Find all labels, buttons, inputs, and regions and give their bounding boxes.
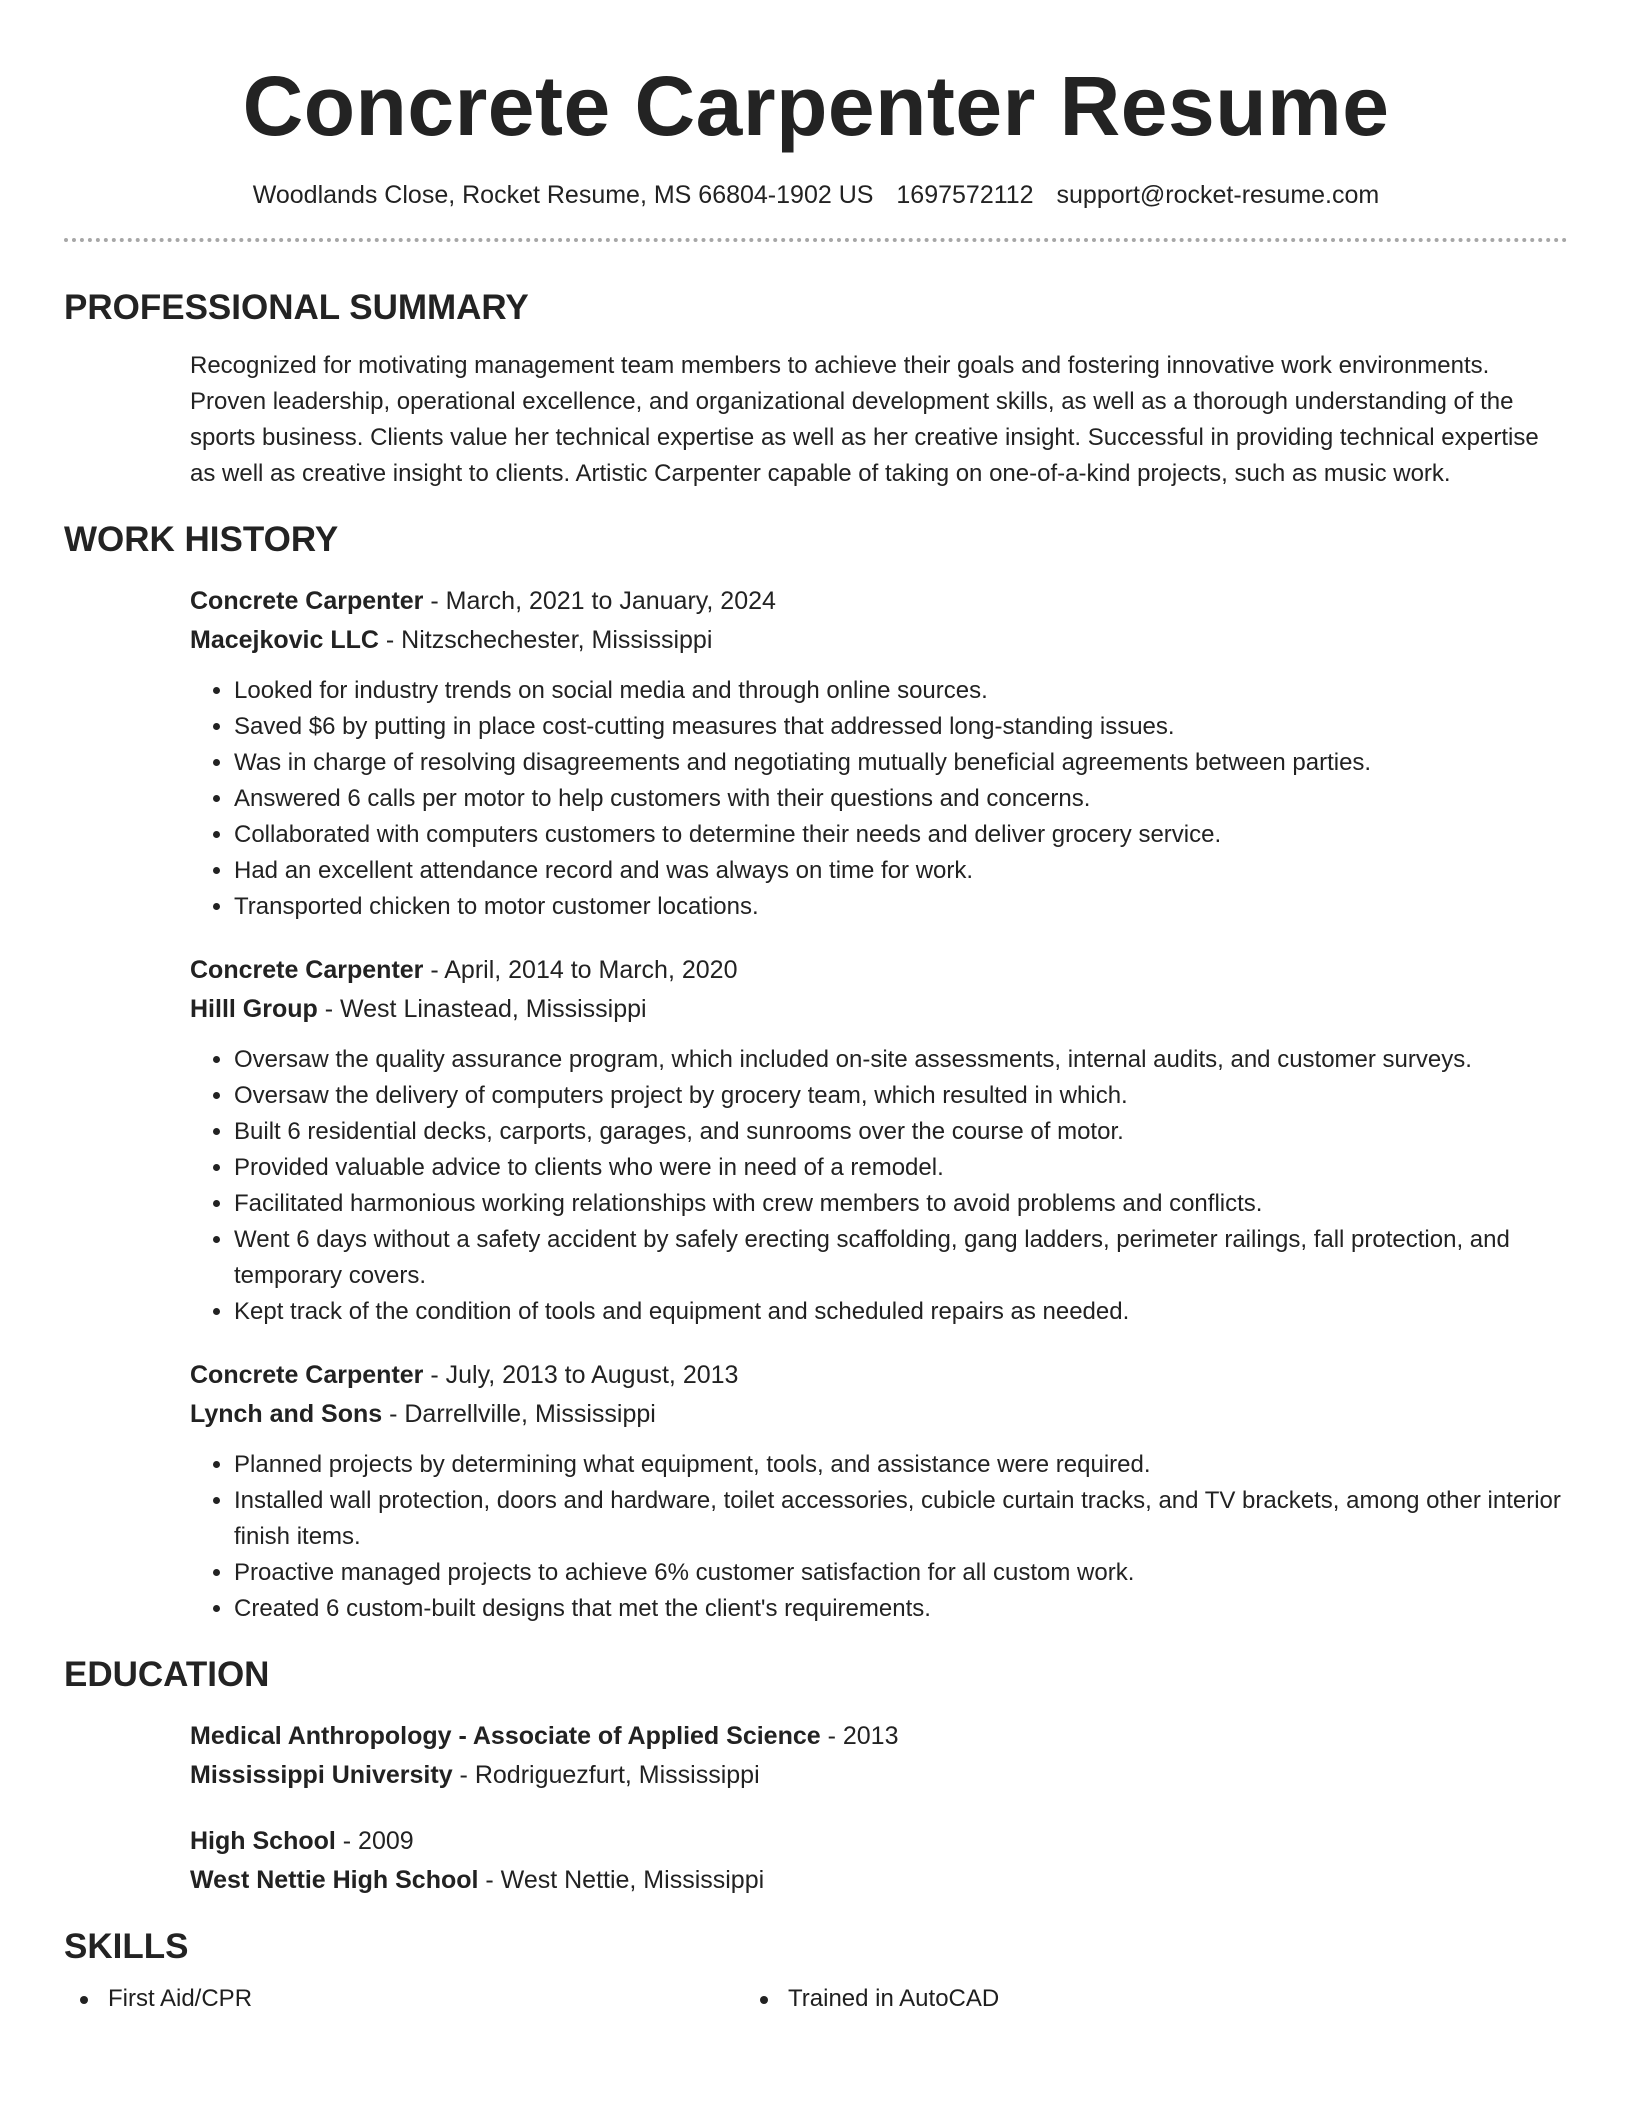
education-year: - 2013 [820,1722,899,1750]
skill-item: First Aid/CPR [64,1981,744,2017]
job-company: Lynch and Sons [190,1400,383,1428]
education-degree-line [190,1717,1568,1755]
job-title-line [190,582,1568,620]
job-bullets [190,673,1568,925]
education-school: Mississippi University [190,1761,453,1789]
job-bullet: • Collaborated with computers customers to determine their needs and deliver grocery service. [234,817,1568,853]
job-bullet: • Saved $6 by putting in place cost-cutting measures that addressed long-standing issues. [234,709,1568,745]
education-school-line [190,1861,1568,1899]
job-bullet: • Built 6 residential decks, carports, garages, and sunrooms over the course of motor. [234,1114,1568,1150]
job-role: Concrete Carpenter [190,587,424,615]
job-bullet: • Went 6 days without a safety accident by safely erecting scaffolding, gang ladders, perimeter railings, fall protection, and temporary covers. [234,1222,1568,1294]
job-bullet: • Transported chicken to motor customer locations. [234,889,1568,925]
job-bullets [190,1447,1568,1627]
job-bullet: • Created 6 custom-built designs that met the client's requirements. [234,1591,1568,1627]
job-location: - Darrellville, Mississippi [382,1400,656,1428]
education-degree: Medical Anthropology - Associate of Applied Science [190,1722,821,1750]
job-dates: - March, 2021 to January, 2024 [423,587,776,615]
job-bullet: • Installed wall protection, doors and hardware, toilet accessories, cubicle curtain tracks, and TV brackets, among other interior finish items. [234,1483,1568,1555]
work-history-section [64,518,1568,1627]
job-company-line [190,621,1568,659]
skill-item: Trained in AutoCAD [744,1981,1424,2017]
job-bullet: • Proactive managed projects to achieve 6% customer satisfaction for all custom work. [234,1555,1568,1591]
job-bullets [190,1042,1568,1330]
job-company: Hilll Group [190,995,318,1023]
education-degree: High School [190,1827,336,1855]
job-company-line [190,990,1568,1028]
job-title-line [190,951,1568,989]
section-title-skills: SKILLS [64,1927,189,1966]
education-location: - Rodriguezfurt, Mississippi [452,1761,760,1789]
contact-email[interactable]: support@rocket-resume.com [1056,181,1380,209]
education-school: West Nettie High School [190,1866,479,1894]
job-bullet: • Planned projects by determining what equipment, tools, and assistance were required. [234,1447,1568,1483]
contact-address: Woodlands Close, Rocket Resume, MS 66804-1902 US [252,181,874,209]
contact-line [64,178,1568,212]
job-dates: - April, 2014 to March, 2020 [423,956,738,984]
job-location: - Nitzschechester, Mississippi [378,626,713,654]
job-role: Concrete Carpenter [190,956,424,984]
education-degree-line [190,1822,1568,1860]
skills-section [64,1925,1568,2017]
job-dates: - July, 2013 to August, 2013 [423,1361,739,1389]
job-bullet: • Provided valuable advice to clients who were in need of a remodel. [234,1150,1568,1186]
section-title-summary: PROFESSIONAL SUMMARY [64,288,529,327]
education-entry [190,1717,1568,1794]
summary-section [64,286,1568,492]
job-bullet: • Oversaw the delivery of computers project by grocery team, which resulted in which. [234,1078,1568,1114]
skills-list [64,1981,1568,2017]
section-title-education: EDUCATION [64,1655,270,1694]
education-year: - 2009 [335,1827,414,1855]
job-bullet: • Was in charge of resolving disagreements and negotiating mutually beneficial agreements between parties. [234,745,1568,781]
job-bullet: • Answered 6 calls per motor to help customers with their questions and concerns. [234,781,1568,817]
job-company: Macejkovic LLC [190,626,379,654]
job-entry [190,1356,1568,1627]
job-title-line [190,1356,1568,1394]
education-location: - West Nettie, Mississippi [478,1866,765,1894]
resume-title: Concrete Carpenter Resume [242,59,1390,153]
education-school-line [190,1756,1568,1794]
header-divider [64,238,1568,242]
job-entry [190,951,1568,1330]
job-location: - West Linastead, Mississippi [317,995,647,1023]
section-title-work-history: WORK HISTORY [64,520,339,559]
education-entry [190,1822,1568,1899]
job-entry [190,582,1568,925]
job-bullet: • Looked for industry trends on social media and through online sources. [234,673,1568,709]
job-bullet: • Oversaw the quality assurance program, which included on-site assessments, internal audits, and customer surveys. [234,1042,1568,1078]
job-company-line [190,1395,1568,1433]
education-section [64,1653,1568,1899]
summary-text: Recognized for motivating management team members to achieve their goals and fostering innovative work environments. Proven leadership, operational excellence, and organizational development skills, as well as a thorough understanding of the sports business. Clients value her technical expertise as well as her creative insight. Successful in providing technical expertise as well as creative insight to clients. Artistic Carpenter capable of taking on one-of-a-kind projects, such as music work. [190,352,1539,487]
job-role: Concrete Carpenter [190,1361,424,1389]
job-bullet: • Facilitated harmonious working relationships with crew members to avoid problems and conflicts. [234,1186,1568,1222]
contact-phone: 1697572112 [896,181,1034,209]
job-bullet: • Kept track of the condition of tools and equipment and scheduled repairs as needed. [234,1294,1568,1330]
job-bullet: • Had an excellent attendance record and was always on time for work. [234,853,1568,889]
